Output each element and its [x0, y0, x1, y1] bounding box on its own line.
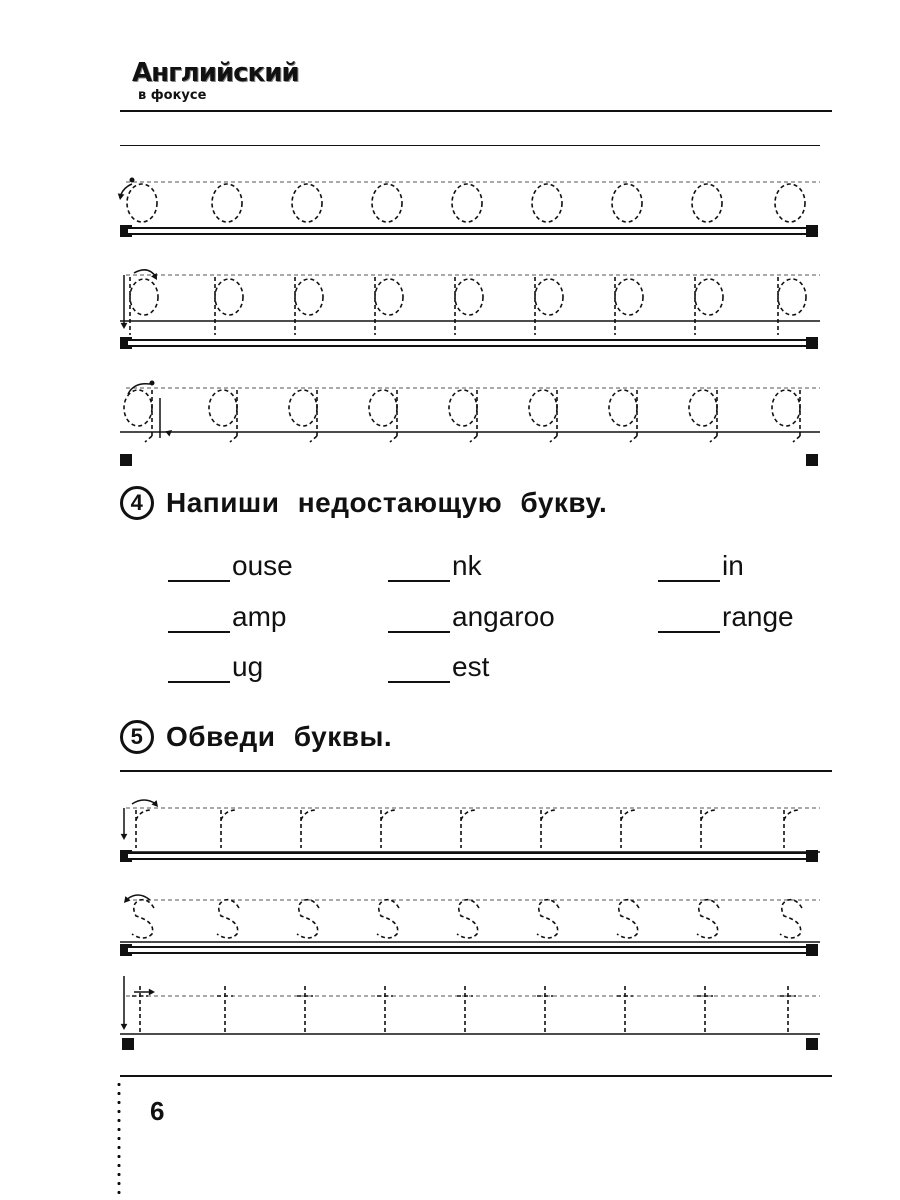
- trace-row-p: [0, 255, 900, 365]
- trace-letter-o: [775, 184, 805, 222]
- exercise-4-title: Напиши недостающую букву.: [166, 487, 608, 518]
- trace-letter-o: [292, 184, 322, 222]
- baseline: [126, 852, 816, 860]
- trace-letter-r: [381, 810, 397, 848]
- trace-letters-q: [0, 370, 900, 480]
- trace-row-o: [0, 160, 900, 270]
- row-marker-left: [122, 1038, 134, 1050]
- exercise-5-rule: [120, 770, 832, 772]
- trace-letter-q: [609, 390, 637, 442]
- exercise-4-number: 4: [120, 486, 154, 520]
- exercise-5-number: 5: [120, 720, 154, 754]
- trace-letter-s: [457, 900, 479, 938]
- missing-letter-word: range: [658, 601, 794, 633]
- trace-letter-p: [375, 277, 403, 335]
- trace-letter-r: [461, 810, 477, 848]
- trace-letter-r: [541, 810, 557, 848]
- trace-letter-r: [701, 810, 717, 848]
- row-marker-right: [806, 850, 818, 862]
- trace-letter-t: [297, 986, 313, 1034]
- row-marker-right: [806, 225, 818, 237]
- trace-letter-o: [452, 184, 482, 222]
- missing-letter-word: angaroo: [388, 601, 555, 633]
- baseline: [126, 946, 816, 954]
- trace-letter-s: [377, 900, 399, 938]
- trace-letter-q: [369, 390, 397, 442]
- trace-letter-p: [130, 277, 158, 335]
- trace-letter-o: [612, 184, 642, 222]
- trace-letter-p: [215, 277, 243, 335]
- answer-blank[interactable]: [388, 605, 450, 633]
- trace-letter-s: [537, 900, 559, 938]
- trace-letters-t: [0, 972, 900, 1082]
- logo: [132, 58, 299, 108]
- top-writing-line: [120, 145, 820, 146]
- trace-letter-o: [212, 184, 242, 222]
- trace-letter-p: [295, 277, 323, 335]
- trace-letter-t: [457, 986, 473, 1034]
- trace-letter-t: [537, 986, 553, 1034]
- trace-letter-r: [784, 810, 800, 848]
- trace-letter-q: [289, 390, 317, 442]
- logo-subtitle: в фокусе: [138, 88, 207, 103]
- baseline: [126, 227, 816, 235]
- exercise-4-heading: [120, 486, 607, 520]
- missing-letter-word: nk: [388, 550, 482, 582]
- trace-letter-r: [621, 810, 637, 848]
- trace-row-t: [0, 972, 900, 1082]
- trace-letter-t: [780, 986, 796, 1034]
- trace-letter-q: [772, 390, 800, 442]
- row-marker-right: [806, 1038, 818, 1050]
- trace-letter-q: [209, 390, 237, 442]
- exercise-5-title: Обведи буквы.: [166, 721, 393, 752]
- row-marker-right: [806, 337, 818, 349]
- trace-letter-s: [697, 900, 719, 938]
- trace-letter-t: [132, 986, 148, 1034]
- trace-letters-p: [0, 255, 900, 365]
- row-marker-right: [806, 454, 818, 466]
- logo-title: Английский: [132, 58, 299, 88]
- trace-letter-t: [617, 986, 633, 1034]
- header-rule: [120, 110, 832, 112]
- answer-blank[interactable]: [168, 605, 230, 633]
- answer-blank[interactable]: [388, 554, 450, 582]
- trace-letter-o: [127, 184, 157, 222]
- trace-row-q: [0, 370, 900, 480]
- answer-blank[interactable]: [658, 554, 720, 582]
- trace-letter-s: [780, 900, 802, 938]
- row-marker-right: [806, 944, 818, 956]
- missing-letter-word: est: [388, 651, 489, 683]
- row-marker-left: [120, 454, 132, 466]
- trace-letter-p: [455, 277, 483, 335]
- missing-letter-word: ouse: [168, 550, 293, 582]
- trace-letter-q: [124, 390, 152, 442]
- answer-blank[interactable]: [388, 655, 450, 683]
- trace-letter-o: [372, 184, 402, 222]
- trace-letter-s: [132, 900, 154, 938]
- page-number: 6: [150, 1096, 165, 1126]
- trace-letter-r: [221, 810, 237, 848]
- trace-letter-s: [617, 900, 639, 938]
- trace-letter-r: [136, 810, 152, 848]
- trace-letter-o: [692, 184, 722, 222]
- trace-letter-t: [377, 986, 393, 1034]
- trace-letter-s: [217, 900, 239, 938]
- trace-letter-p: [535, 277, 563, 335]
- trace-letter-p: [778, 277, 806, 335]
- answer-blank[interactable]: [168, 655, 230, 683]
- answer-blank[interactable]: [168, 554, 230, 582]
- missing-letter-word: in: [658, 550, 744, 582]
- trace-letter-p: [615, 277, 643, 335]
- trace-letter-q: [689, 390, 717, 442]
- trace-letter-q: [529, 390, 557, 442]
- exercise-5-heading: [120, 720, 392, 754]
- missing-letter-word: amp: [168, 601, 286, 633]
- trace-letter-p: [695, 277, 723, 335]
- trace-letter-t: [217, 986, 233, 1034]
- trace-letter-q: [449, 390, 477, 442]
- trace-letter-t: [697, 986, 713, 1034]
- answer-blank[interactable]: [658, 605, 720, 633]
- trace-letters-o: [0, 160, 900, 270]
- footer-rule: [120, 1075, 832, 1077]
- trace-letter-o: [532, 184, 562, 222]
- trace-letter-r: [301, 810, 317, 848]
- page-edge-dots: [117, 1080, 121, 1200]
- trace-letter-s: [297, 900, 319, 938]
- baseline: [126, 339, 816, 347]
- missing-letter-word: ug: [168, 651, 263, 683]
